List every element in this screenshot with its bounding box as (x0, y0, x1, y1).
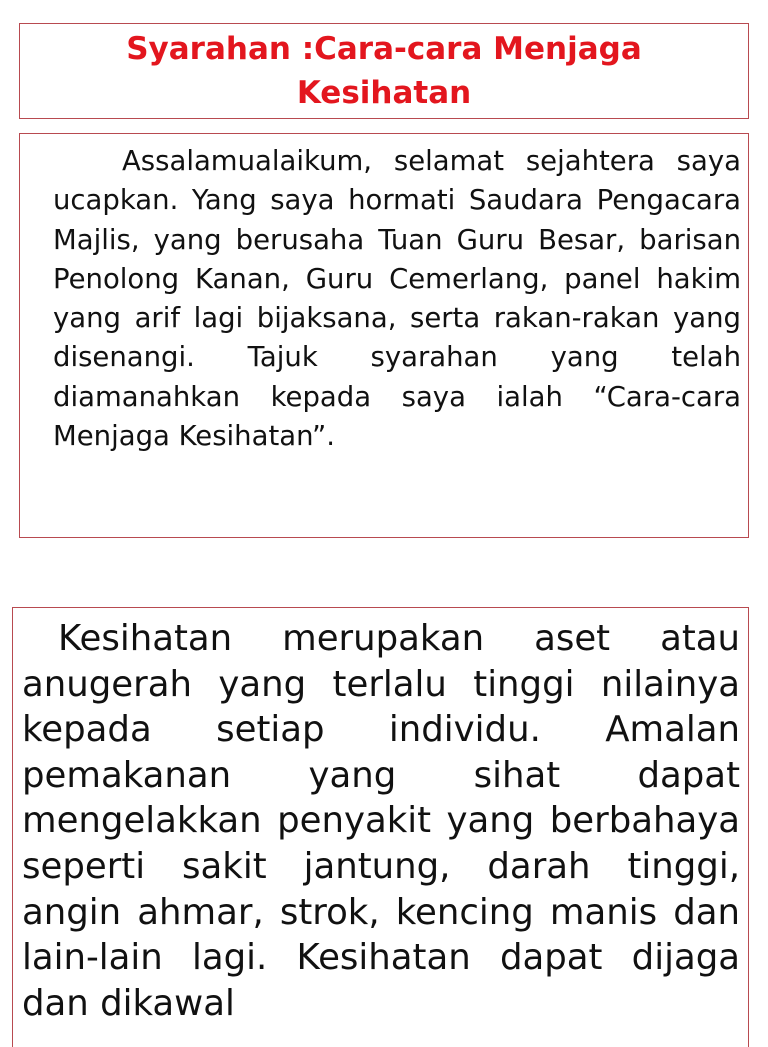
body-paragraph: Kesihatan merupakan aset atau anugerah yang terlalu tinggi nilainya kepada setiap individu. Amalan pemakanan yang sihat dapat mengelakkan penyakit yang berbahaya seperti sakit jantung, darah tinggi, angin ahmar, strok, kencing manis dan lain-lain lagi. Kesihatan dapat dijaga dan dikawal (22, 618, 740, 1024)
intro-box (19, 133, 749, 538)
intro-paragraph: Assalamualaikum, selamat sejahtera saya ucapkan. Yang saya hormati Saudara Pengacara Majlis, yang berusaha Tuan Guru Besar, barisan Penolong Kanan, Guru Cemerlang, panel hakim yang arif lagi bijaksana, serta rakan-rakan yang disenangi. Tajuk syarahan yang telah diamanahkan kepada saya ialah “Cara-cara Menjaga Kesihatan”. (53, 145, 741, 453)
body-box (12, 607, 749, 1047)
page-title: Syarahan :Cara-cara Menjaga Kesihatan (126, 31, 642, 111)
title-box (19, 23, 749, 119)
